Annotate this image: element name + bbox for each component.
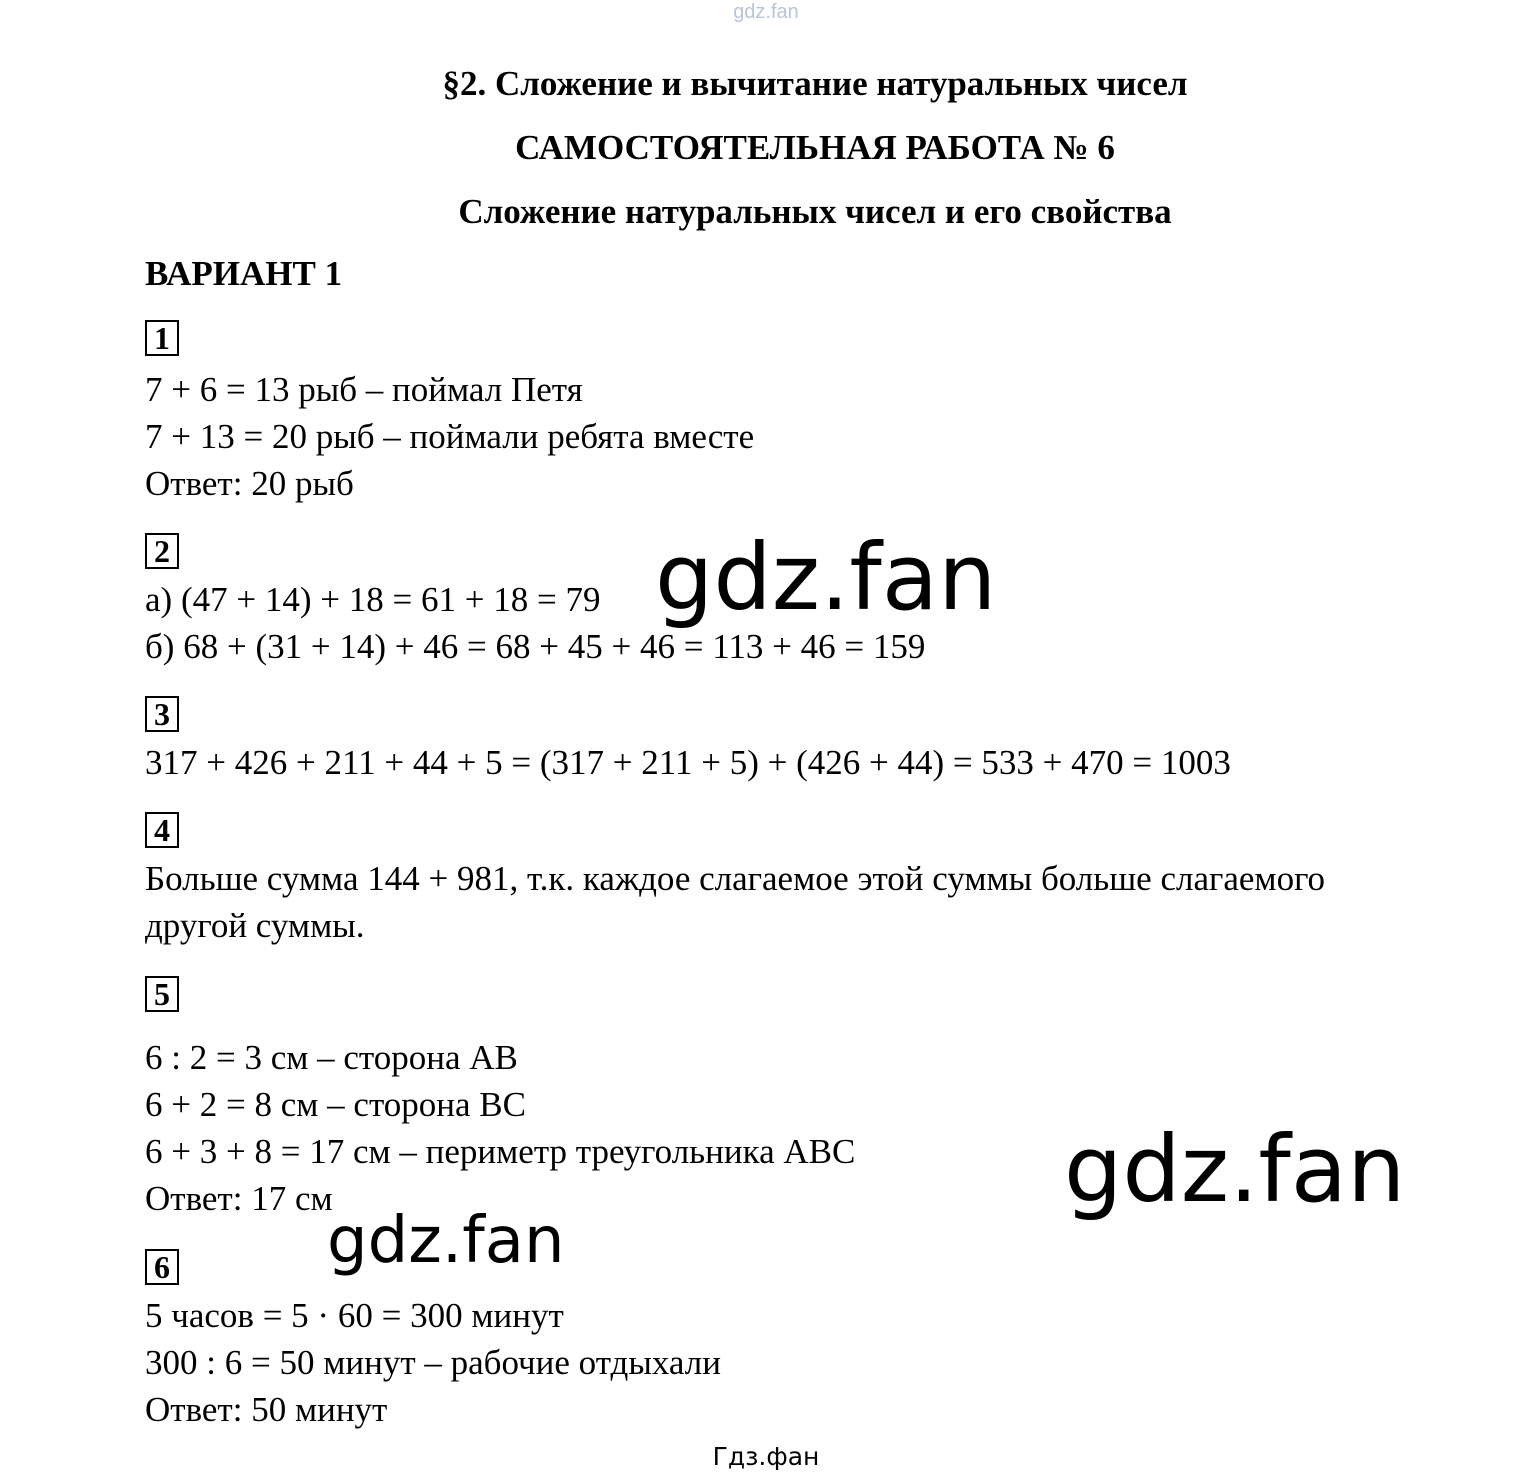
task-6-line: 5 часов = 5 · 60 = 300 минут (145, 1296, 564, 1335)
task-1-answer: Ответ: 20 рыб (145, 464, 354, 503)
footer-site-name: Гдз.фан (712, 1442, 820, 1471)
watermark: gdz.fan (1064, 1116, 1406, 1223)
topic-title: Сложение натуральных чисел и его свойства (458, 192, 1172, 231)
task-number-1: 1 (145, 320, 179, 356)
task-3-line: 317 + 426 + 211 + 44 + 5 = (317 + 211 + 5) + (426 + 44) = 533 + 470 = 1003 (145, 743, 1231, 782)
task-number-6: 6 (145, 1249, 179, 1285)
watermark: gdz.fan (655, 524, 997, 631)
task-5-line: 6 + 3 + 8 = 17 см – периметр треугольника АВС (145, 1132, 856, 1171)
task-number-5: 5 (145, 976, 179, 1012)
task-6-line: 300 : 6 = 50 минут – рабочие отдыхали (145, 1343, 721, 1382)
task-5-answer: Ответ: 17 см (145, 1179, 333, 1218)
task-2-line: а) (47 + 14) + 18 = 61 + 18 = 79 (145, 580, 601, 619)
section-title: §2. Сложение и вычитание натуральных чисел (442, 64, 1188, 103)
task-5-line: 6 : 2 = 3 см – сторона АВ (145, 1038, 518, 1077)
task-6-answer: Ответ: 50 минут (145, 1390, 388, 1429)
task-number-2: 2 (145, 533, 179, 569)
task-1-line: 7 + 13 = 20 рыб – поймали ребята вместе (145, 417, 755, 456)
task-2-line: б) 68 + (31 + 14) + 46 = 68 + 45 + 46 = 113 + 46 = 159 (145, 627, 926, 666)
variant-title: ВАРИАНТ 1 (145, 254, 343, 293)
work-title: САМОСТОЯТЕЛЬНАЯ РАБОТА № 6 (515, 128, 1115, 167)
task-4-line: Больше сумма 144 + 981, т.к. каждое слагаемое этой суммы больше слагаемого (145, 859, 1326, 898)
task-number-3: 3 (145, 696, 179, 732)
watermark: gdz.fan (327, 1204, 565, 1278)
task-1-line: 7 + 6 = 13 рыб – поймал Петя (145, 370, 583, 409)
top-watermark: gdz.fan (733, 1, 799, 23)
task-4-line: другой суммы. (145, 906, 365, 945)
task-5-line: 6 + 2 = 8 см – сторона ВС (145, 1085, 526, 1124)
task-number-4: 4 (145, 812, 179, 848)
